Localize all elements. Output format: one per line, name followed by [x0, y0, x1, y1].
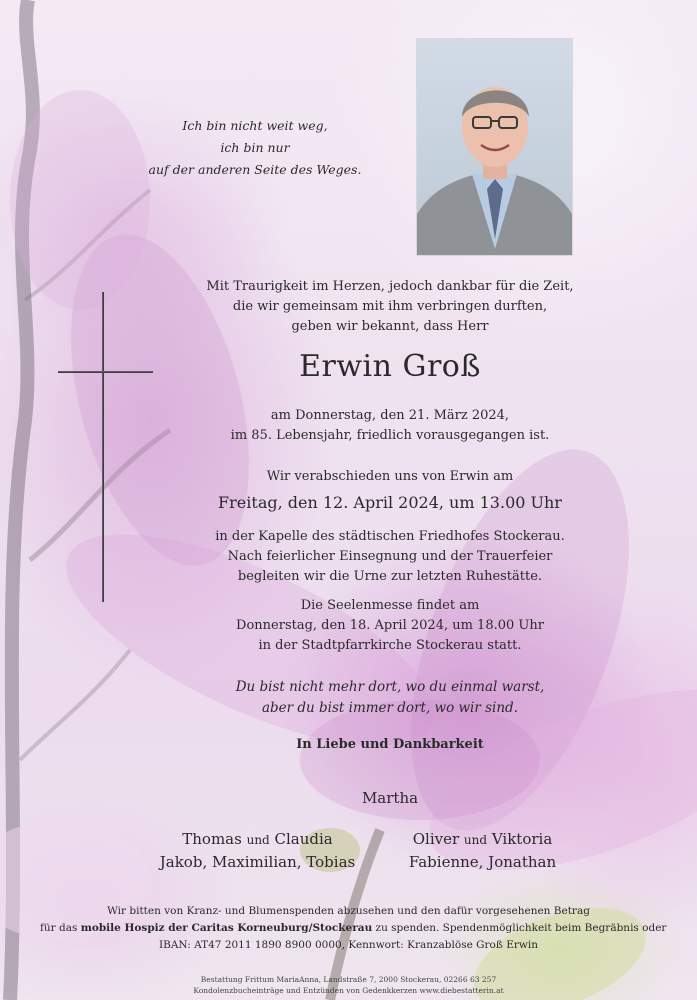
footer-line: Kondolenzbucheinträge und Entzünden von Gedenkkerzen www.diebestatterin.at [193, 986, 504, 995]
quote-line: auf der anderen Seite des Weges. [148, 162, 362, 177]
funeral-place [130, 527, 650, 587]
donation-line: Wir bitten von Kranz- und Blumenspenden abzusehen und den dafür vorgesehenen Betrag [107, 905, 590, 917]
mourner-children: Jakob, Maximilian, Tobias [159, 853, 356, 871]
farewell-intro: Wir verabschieden uns von Erwin am [266, 469, 514, 484]
intro-line: die wir gemeinsam mit ihm verbringen durften, [232, 299, 548, 314]
funeral-line: in der Kapelle des städtischen Friedhofes Stockerau. [215, 529, 565, 544]
funeral-line: begleiten wir die Urne zur letzten Ruhestätte. [237, 569, 543, 584]
donation-text: zu spenden. Spendenmöglichkeit beim Begräbnis oder [372, 922, 667, 934]
donation-line [40, 920, 667, 937]
portrait-photo [416, 38, 573, 256]
spouse-name: Martha [361, 789, 419, 807]
love-dedication: In Liebe und Dankbarkeit [296, 737, 484, 752]
donation-recipient: mobile Hospiz der Caritas Korneuburg/Stockerau [80, 922, 373, 934]
quote-line: ich bin nur [220, 140, 290, 155]
mourner-children: Fabienne, Jonathan [408, 853, 557, 871]
quote-line: Ich bin nicht weit weg, [182, 118, 328, 133]
donation-line: IBAN: AT47 2011 1890 8900 0000, Kennwort: Kranzablöse Groß Erwin [158, 939, 539, 951]
closing-quote [130, 677, 650, 719]
portrait-figure [417, 39, 572, 255]
mourner-name: Thomas [182, 830, 242, 848]
intro-text [130, 277, 650, 337]
footer-undertaker [60, 974, 637, 996]
mass-line: in der Stadtpfarrkirche Stockerau statt. [258, 638, 522, 653]
mourners-right [385, 828, 580, 873]
death-line: im 85. Lebensjahr, friedlich vorausgegangen ist. [230, 428, 550, 443]
funeral-date: Freitag, den 12. April 2024, um 13.00 Uhr [218, 493, 562, 512]
mourner-name: Oliver [412, 830, 460, 848]
mourner-couple [385, 828, 580, 851]
mourner-and: und [463, 833, 488, 847]
closing-quote-line: aber du bist immer dort, wo wir sind. [261, 700, 518, 716]
mourner-and: und [246, 833, 270, 847]
intro-line: Mit Traurigkeit im Herzen, jedoch dankbar für die Zeit, [206, 279, 574, 294]
mourner-name: Viktoria [491, 830, 553, 848]
death-line: am Donnerstag, den 21. März 2024, [270, 408, 510, 423]
funeral-line: Nach feierlicher Einsegnung und der Trauerfeier [227, 549, 553, 564]
mourner-couple [130, 828, 385, 851]
mass-line: Die Seelenmesse findet am [300, 598, 480, 613]
footer-line: Bestattung Frittum MariaAnna, Landstraße 7, 2000 Stockerau, 02266 63 257 [200, 975, 497, 984]
donation-note [40, 903, 667, 954]
donation-text: für das [40, 922, 81, 934]
deceased-name: Erwin Groß [299, 349, 481, 384]
intro-line: geben wir bekannt, dass Herr [291, 319, 489, 334]
death-text [130, 406, 650, 446]
mourner-name: Claudia [274, 830, 333, 848]
cross-icon [102, 292, 104, 602]
mass-line: Donnerstag, den 18. April 2024, um 18.00 Uhr [236, 618, 544, 633]
requiem-mass [130, 596, 650, 656]
closing-quote-line: Du bist nicht mehr dort, wo du einmal warst, [235, 679, 545, 695]
opening-quote [130, 115, 380, 181]
mourners-left [130, 828, 385, 873]
